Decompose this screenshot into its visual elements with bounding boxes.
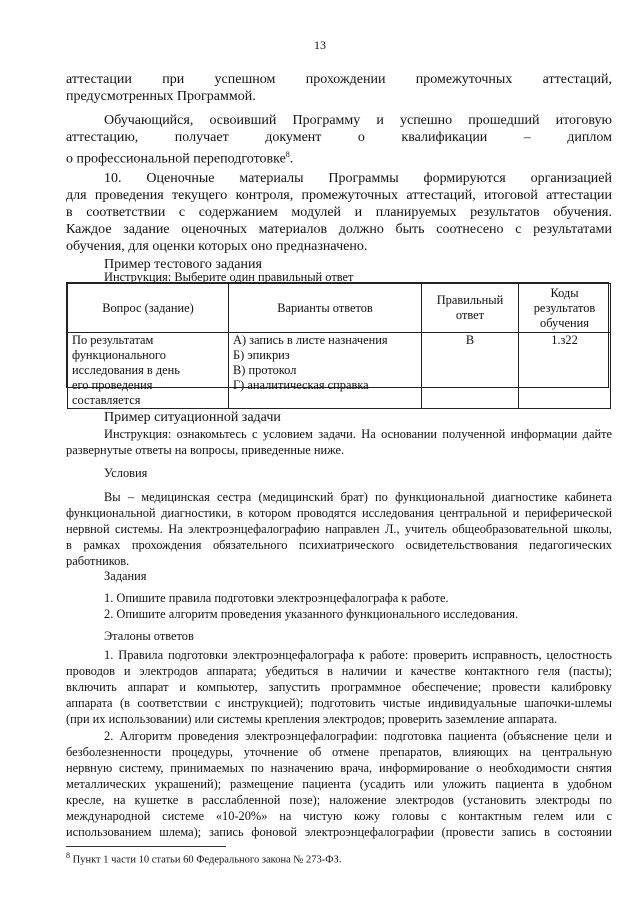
test-example-title: Пример тестового задания	[104, 257, 262, 272]
answer1-line: (при их использовании) или системы крепления электродов; проверить заземление аппарата.	[66, 712, 558, 726]
answer2-line: 2. Алгоритм проведения электроэнцефалографии: подготовка пациента (объяснение цели и	[104, 729, 612, 743]
paragraph-line: о профессиональной переподготовке$^8$.	[66, 150, 294, 167]
option-b: Б) эпикриз	[233, 348, 290, 362]
answer1-line: проводов и электродов аппарата; убедиться в наличии и качестве контактного геля (пасты);	[66, 664, 612, 678]
header-options: Варианты ответов	[229, 284, 422, 333]
answer2-line: безболезненности процедуры, уточнение об отмене препаратов, влияющих на центральную	[66, 745, 612, 759]
paragraph-line: Обучающийся, освоивший Программу и успешно прошедший итоговую	[104, 113, 612, 128]
condition-line: Вы – медицинская сестра (медицинский брат) по функциональной диагностике кабинета	[104, 490, 612, 504]
case-instruction-line: Инструкция: ознакомьтесь с условием задачи. На основании полученной информации дайте	[104, 427, 612, 441]
header-question: Вопрос (задание)	[68, 284, 229, 333]
footnote-text: Пункт 1 части 10 статьи 60 Федерального закона № 273-ФЗ.	[72, 854, 342, 866]
option-d: Г) аналитическая справка	[233, 378, 369, 392]
answers-label: Эталоны ответов	[104, 629, 194, 643]
condition-line: в рамках прохождения обязательного психиатрического освидетельствования педагогических	[66, 538, 612, 552]
paragraph-line: аттестацию, получает документ о квалификации – диплом	[66, 130, 612, 145]
paragraph-line: Каждое задание оценочных материалов должно быть соотнесено с результатами	[66, 222, 612, 237]
paragraph-text: о профессиональной переподготовке	[66, 151, 286, 167]
option-a: А) запись в листе назначения	[233, 333, 388, 347]
paragraph-line: обучения, для оценки которых оно предназначено.	[66, 239, 368, 254]
test-instruction: Инструкция: Выберите один правильный ответ	[104, 270, 354, 284]
answer2-line: использованием шлема); запись фоновой электроэнцефалографии (провести запись в состоянии	[66, 825, 612, 839]
conditions-label: Условия	[104, 466, 148, 480]
condition-line: функциональной диагностики, в котором проводятся исследования центральной и периферической	[66, 506, 612, 520]
answer1-line: 1. Правила подготовки электроэнцефалографа к работе: проверить исправность, целостность	[104, 648, 612, 662]
answer2-line: международной системе «10-20%» на чистую кожу головы с контактным гелем или с	[66, 809, 612, 823]
answer1-line: включить аппарат и компьютер, запустить программное обеспечение; провести калибровку	[66, 680, 612, 694]
case-task-title: Пример ситуационной задачи	[104, 410, 281, 425]
answer1-line: аппарата (в соответствии с инструкцией); подготовить чистые индивидуальные шапочки-шлемы	[66, 696, 612, 710]
question-line: его проведения	[72, 378, 153, 392]
paragraph-line: предусмотренных Программой.	[66, 89, 256, 104]
question-line: составляется	[72, 393, 141, 407]
header-answer: Правильный ответ	[422, 284, 519, 333]
paragraph-line: в соответствии с содержанием модулей и планируемых результатов обучения.	[66, 205, 612, 220]
footnote-divider	[66, 846, 226, 847]
task-item: 1. Опишите правила подготовки электроэнцефалографа к работе.	[104, 591, 449, 605]
task-item: 2. Опишите алгоритм проведения указанного функционального исследования.	[104, 607, 519, 621]
case-instruction-line: развернутые ответы на вопросы, приведенные ниже.	[66, 443, 345, 457]
question-line: По результатам	[72, 333, 154, 347]
footnote	[66, 849, 612, 867]
question-line: функционального	[72, 348, 166, 362]
tasks-label: Задания	[104, 569, 147, 583]
code-cell: 1.з22	[519, 333, 611, 409]
condition-line: нервной системы. На электроэнцефалографию направлен Л., учитель общеобразовательной школы,	[66, 522, 612, 536]
header-codes: Коды результатов обучения	[519, 284, 611, 333]
question-cell	[68, 333, 229, 409]
question-line: исследования в день	[72, 363, 180, 377]
option-c: В) протокол	[233, 363, 297, 377]
answer-cell: В	[422, 333, 519, 409]
paragraph-line: 10. Оценочные материалы Программы формируются организацией	[104, 171, 612, 186]
answer2-line: металлических украшений); размещение пациента (усадить или уложить пациента в удобном	[66, 777, 612, 791]
answer2-line: нервную систему, принимаемых по назначению врача, информирование о необходимости снятия	[66, 761, 612, 775]
condition-line: работников.	[66, 554, 130, 568]
paragraph-line: аттестации при успешном прохождении промежуточных аттестаций,	[66, 72, 612, 87]
options-cell	[229, 333, 422, 409]
footnote-marker: 8	[66, 851, 70, 860]
paragraph-line: для проведения текущего контроля, промежуточных аттестаций, итоговой аттестации	[66, 188, 612, 203]
answer2-line: кресле, на кушетке в расслабленной позе); наложение электродов (установить электроды по	[66, 793, 612, 807]
page-number: 13	[314, 38, 326, 52]
footnote-reference: 8	[285, 150, 290, 159]
test-table	[66, 282, 609, 407]
